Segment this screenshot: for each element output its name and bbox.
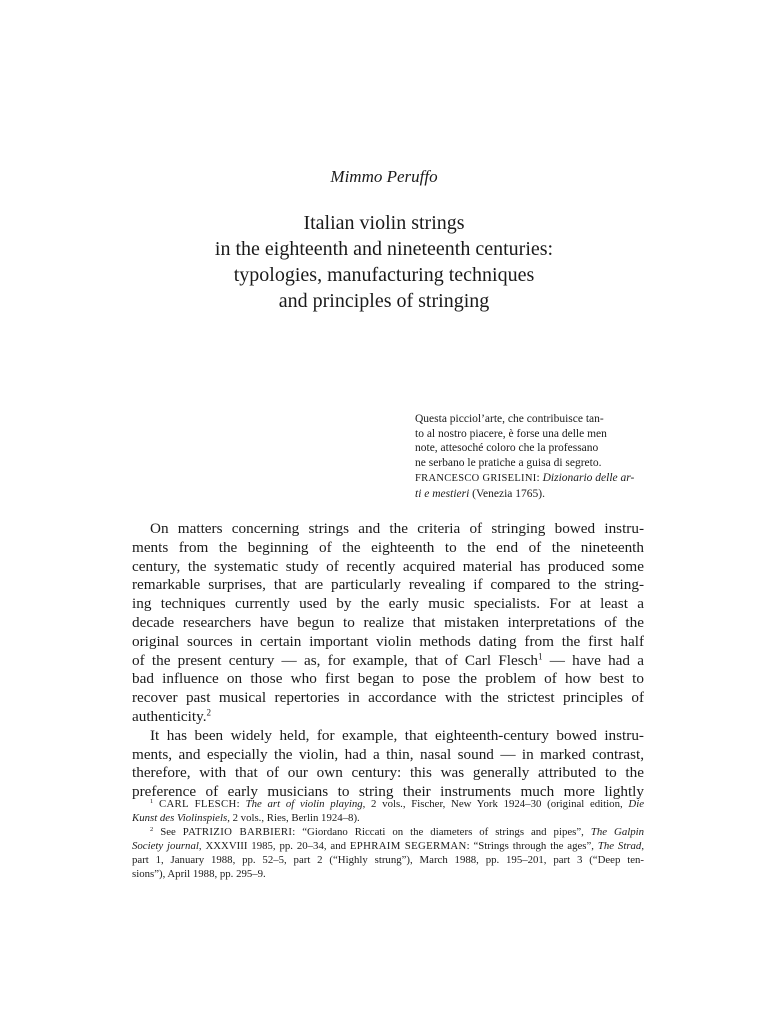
epigraph-source: FRANCESCO GRISELINI: Dizionario delle ar- bbox=[415, 471, 635, 484]
epigraph-source-work: Dizionario delle ar- bbox=[542, 471, 635, 484]
title-line: typologies, manufacturing techniques bbox=[233, 264, 535, 286]
title-line: in the eighteenth and nineteenth centuries: bbox=[214, 238, 554, 260]
epigraph-source-name: FRANCESCO GRISELINI bbox=[415, 472, 537, 484]
paragraph-text: — have had a bbox=[542, 651, 644, 669]
paragraph-line: therefore, with that of our own century: this was generally attributed to the bbox=[132, 764, 644, 782]
paragraph-line: recover past musical repertories in accordance with the strictest principles of bbox=[132, 689, 644, 707]
article-title bbox=[0, 210, 768, 314]
paragraph-line: ing techniques currently used by the early music specialists. For at least a bbox=[132, 595, 644, 613]
footnote-journal: The Galpin bbox=[590, 826, 644, 838]
paragraph-text: authenticity. bbox=[132, 707, 207, 725]
footnote-text: : “Strings through the ages”, bbox=[466, 840, 594, 852]
footnote-2 bbox=[132, 825, 644, 839]
footnote-mark: 1 bbox=[150, 798, 154, 806]
footnote-text: , XXXVIII 1985, pp. 20–34, and bbox=[198, 840, 347, 852]
paragraph-line: On matters concerning strings and the criteria of stringing bowed instru- bbox=[150, 520, 644, 537]
paragraph-line: original sources in certain important violin methods dating from the first half bbox=[132, 632, 644, 650]
footnote-2-cont: Society journal, XXXVIII 1985, pp. 20–34, and EPHRAIM SEGERMAN: “Strings through the ages”, The Strad, bbox=[132, 840, 644, 852]
epigraph-source-place: (Venezia 1765). bbox=[472, 487, 545, 500]
paragraph-line: bad influence on those who first began to pose the problem of how best to bbox=[132, 670, 644, 688]
body-text bbox=[132, 520, 644, 802]
footnote-work: Kunst des Violinspiels bbox=[132, 812, 228, 824]
paragraph-text: of the present century — as, for example, that of Carl Flesch bbox=[132, 651, 538, 669]
footnote-author: EPHRAIM SEGERMAN bbox=[349, 840, 467, 852]
paragraph-line: ments from the beginning of the eighteenth to the end of the nineteenth bbox=[132, 538, 644, 556]
paragraph-line: It has been widely held, for example, that eighteenth-century bowed instru- bbox=[150, 726, 644, 744]
footnote-ref: 1 bbox=[537, 651, 543, 662]
footnote-ref: 2 bbox=[206, 707, 212, 718]
footnote-2-cont: sions”), April 1988, pp. 295–9. bbox=[132, 868, 266, 880]
footnote-text: , 2 vols., Ries, Berlin 1924–8). bbox=[227, 812, 360, 824]
footnote-author: CARL FLESCH: bbox=[158, 798, 240, 810]
epigraph-line: note, attesoché coloro che la professano bbox=[415, 442, 599, 455]
footnote-mark: 2 bbox=[150, 826, 154, 834]
epigraph-source-work: ti e mestieri bbox=[415, 487, 470, 500]
paragraph-line bbox=[132, 708, 644, 727]
footnote-text: See bbox=[160, 826, 176, 838]
footnote-2-cont: part 1, January 1988, pp. 52–5, part 2 (“Highly strung”), March 1988, pp. 195–201, part 3 (“Deep ten- bbox=[132, 854, 644, 866]
epigraph-source-cont bbox=[415, 487, 643, 502]
author-name: Mimmo Peruffo bbox=[330, 167, 438, 186]
footnote-journal: The Strad bbox=[597, 840, 642, 852]
footnote-text: , 2 vols., Fischer, New York 1924–30 (original edition, bbox=[362, 798, 623, 810]
footnote-work: The art of violin playing bbox=[245, 798, 363, 810]
paragraph-line: decade researchers have begun to realize that mistaken interpretations of the bbox=[132, 613, 644, 631]
paragraph-line: remarkable surprises, that are particularly revealing if compared to the string- bbox=[132, 576, 644, 594]
title-line: Italian violin strings bbox=[303, 212, 465, 234]
footnote-1 bbox=[132, 797, 644, 811]
footnote-1-cont bbox=[132, 811, 644, 825]
epigraph-line: to al nostro piacere, è forse una delle men bbox=[415, 427, 607, 440]
epigraph-line: ne serbano le pratiche a guisa di segreto. bbox=[415, 457, 602, 470]
paragraph-line: ments, and especially the violin, had a thin, nasal sound — in marked contrast, bbox=[132, 745, 644, 763]
paragraph-line: century, the systematic study of recently acquired material has produced some bbox=[132, 557, 644, 575]
footnotes bbox=[132, 797, 644, 881]
epigraph-line: Questa picciol’arte, che contribuisce tan- bbox=[415, 413, 604, 425]
footnote-journal: Society journal bbox=[132, 840, 199, 852]
paragraph-line: preference of early musicians to string their instruments much more lightly bbox=[132, 783, 644, 801]
footnote-author: PATRIZIO BARBIERI bbox=[182, 826, 293, 838]
footnote-work: Die bbox=[628, 798, 644, 810]
title-line: and principles of stringing bbox=[278, 290, 490, 312]
epigraph bbox=[415, 412, 643, 501]
paragraph-line bbox=[132, 652, 644, 671]
footnote-text: : “Giordano Riccati on the diameters of strings and pipes”, bbox=[292, 826, 584, 838]
